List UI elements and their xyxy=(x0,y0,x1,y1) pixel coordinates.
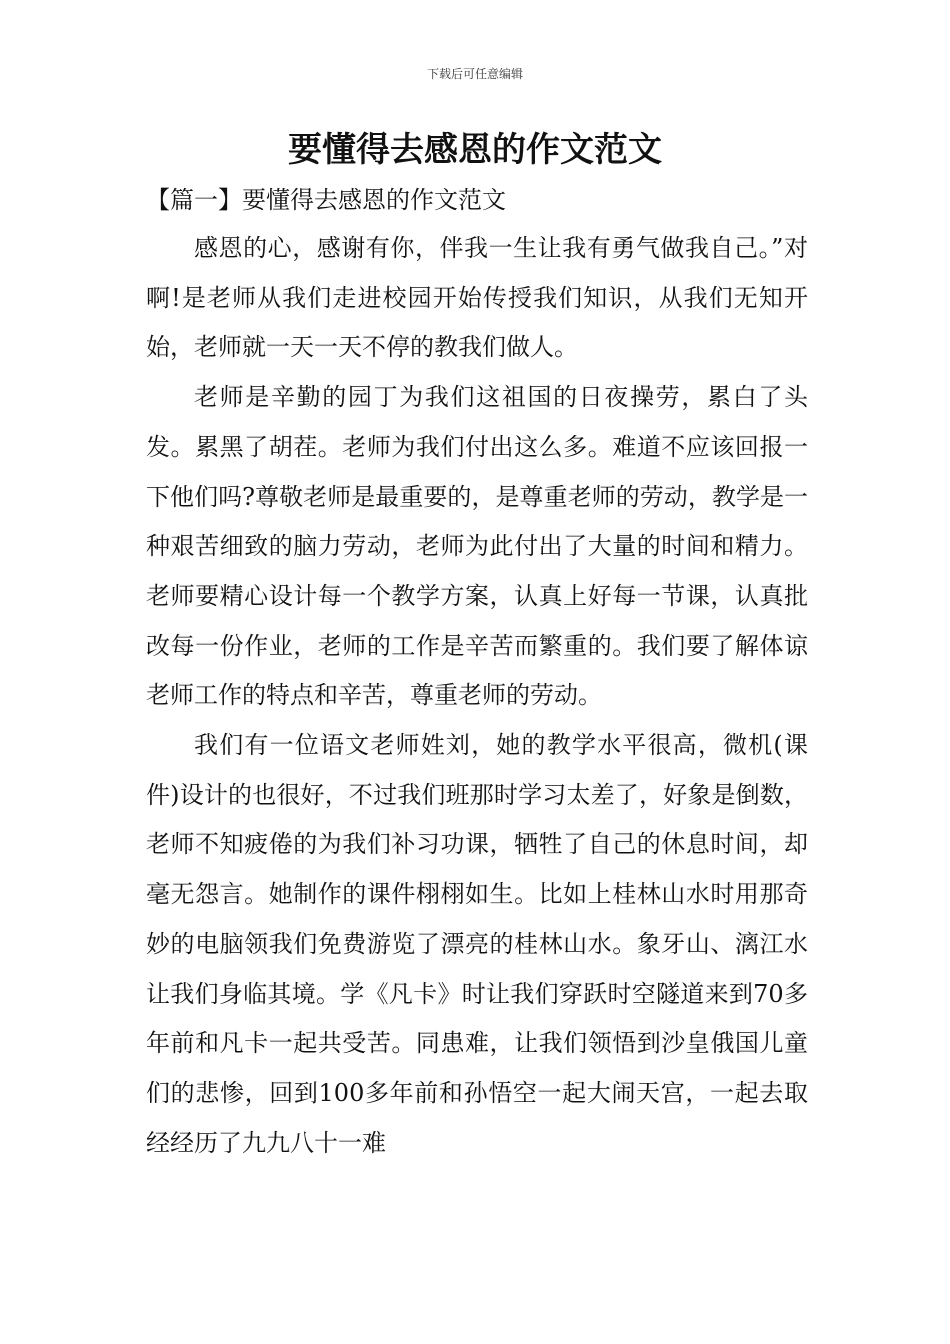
document-title: 要懂得去感恩的作文范文 xyxy=(288,130,662,170)
section-heading: 【篇一】要懂得去感恩的作文范文 xyxy=(146,186,506,214)
paragraph-2: 老师是辛勤的园丁为我们这祖国的日夜操劳，累白了头发。累黑了胡茬。老师为我们付出这么多。难道不应该回报一下他们吗?尊敬老师是最重要的，是尊重老师的劳动，教学是一种艰苦细致的脑力劳动，老师为此付出了大量的时间和精力。老师要精心设计每一个教学方案，认真上好每一节课，认真批改每一份作业，老师的工作是辛苦而繁重的。我们要了解体谅老师工作的特点和辛苦，尊重老师的劳动。 xyxy=(146,383,808,710)
header-note: 下载后可任意编辑 xyxy=(426,67,523,81)
paragraph-3: 我们有一位语文老师姓刘，她的教学水平很高，微机(课件)设计的也很好，不过我们班那时学习太差了，好象是倒数，老师不知疲倦的为我们补习功课，牺牲了自己的休息时间，却毫无怨言。她制作的课件栩栩如生。比如上桂林山水时用那奇妙的电脑领我们免费游览了漂亮的桂林山水。象牙山、漓江水让我们身临其境。学《凡卡》时让我们穿跃时空隧道来到70多年前和凡卡一起共受苦。同患难，让我们领悟到沙皇俄国儿童们的悲惨，回到100多年前和孙悟空一起大闹天宫，一起去取经经历了九九八十一难 xyxy=(146,731,808,1157)
document-body xyxy=(146,224,808,1168)
paragraph-1: 感恩的心，感谢有你，伴我一生让我有勇气做我自己。”对啊!是老师从我们走进校园开始传授我们知识，从我们无知开始，老师就一天一天不停的教我们做人。 xyxy=(146,234,808,362)
